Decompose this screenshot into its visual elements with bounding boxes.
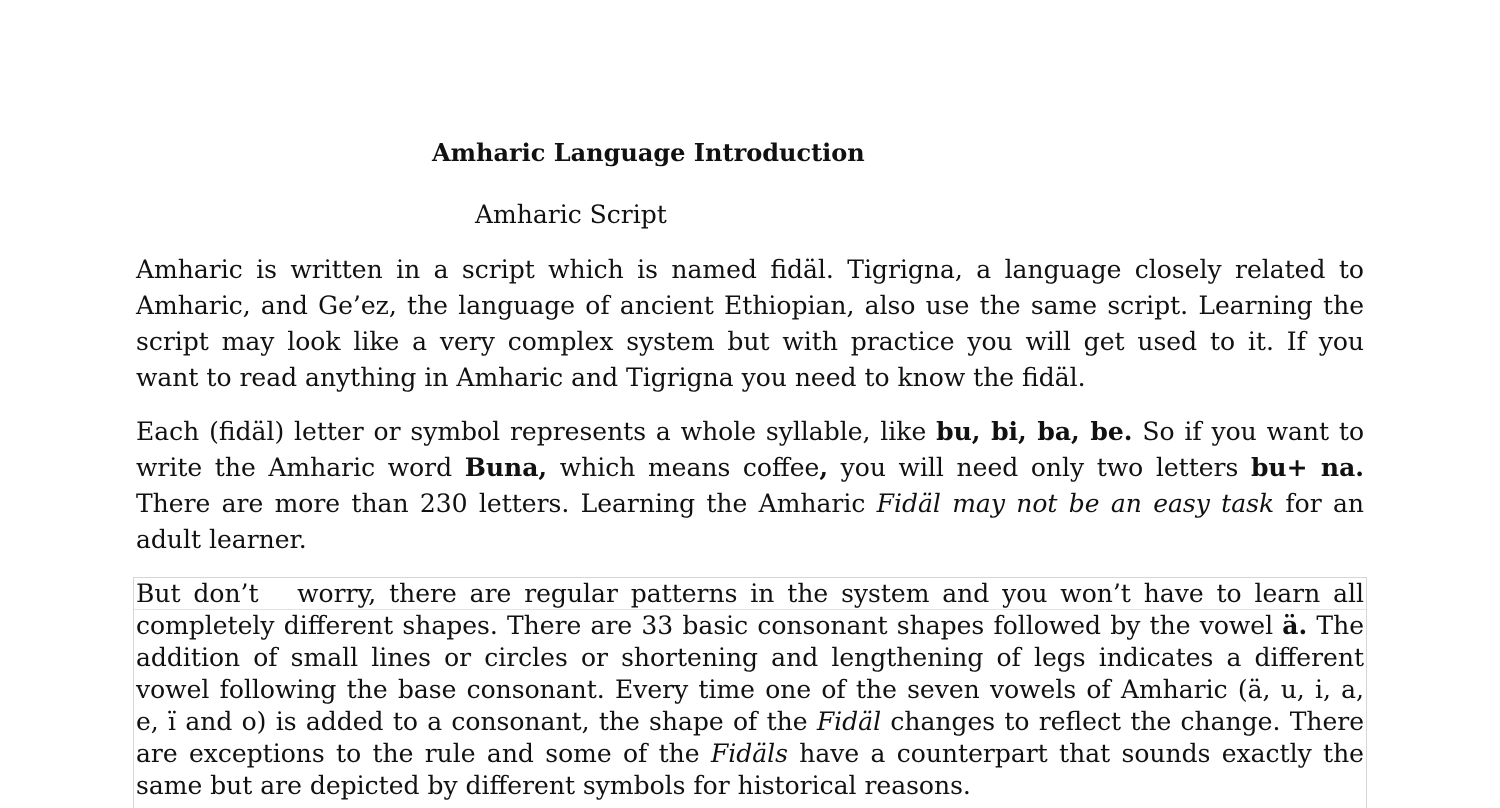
text-run: are exceptions to the rule and some of the [136, 739, 711, 768]
text-run: you will need only two letters [828, 453, 1251, 482]
document-title: Amharic Language Introduction [432, 138, 865, 167]
text-run: for an [1274, 489, 1364, 518]
text-line [136, 414, 1364, 450]
text-line: Amharic is written in a script which is named fidäl. Tigrigna, a language closely related to [136, 255, 1364, 284]
italic-text: Fidäl [816, 707, 882, 736]
bold-text: bu, bi, ba, be. [936, 417, 1133, 446]
paragraph-syllables [136, 414, 1364, 558]
text-run: write the Amharic word [136, 453, 465, 482]
text-line: addition of small lines or circles or shortening and lengthening of legs indicates a different [136, 643, 1364, 672]
italic-text: Fidäls [710, 739, 788, 768]
text-run: The [1307, 611, 1364, 640]
text-line [136, 738, 1364, 770]
text-run: There are more than 230 letters. Learning the Amharic [136, 489, 877, 518]
text-line: Amharic, and Ge’ez, the language of ancient Ethiopian, also use the same script. Learning the [136, 291, 1364, 320]
text-line [136, 706, 1364, 738]
text-line [136, 450, 1364, 486]
bold-text: bu+ na. [1250, 453, 1364, 482]
text-line: vowel following the base consonant. Every time one of the seven vowels of Amharic (ä, u, i, a, [136, 675, 1364, 704]
text-run: changes to reflect the change. There [881, 707, 1365, 736]
text-run: So if you want to [1132, 417, 1364, 446]
text-run: Each (fidäl) letter or symbol represents a whole syllable, like [136, 417, 937, 446]
bold-text: ä. [1282, 611, 1308, 640]
text-line [136, 610, 1364, 642]
bold-text: , [819, 453, 829, 482]
text-run: completely different shapes. There are 33 basic consonant shapes followed by the vowel [136, 611, 1283, 640]
text-run: e, ï and o) is added to a consonant, the shape of the [136, 707, 817, 736]
text-line [136, 486, 1364, 522]
paragraph-fidal-intro [136, 252, 1364, 396]
text-run: have a counterpart that sounds exactly the [787, 739, 1364, 768]
text-run: which means coffee [547, 453, 820, 482]
italic-text: Fidäl may not be an easy task [876, 489, 1275, 518]
text-line: script may look like a very complex system but with practice you will get used to it. If you [136, 327, 1364, 356]
section-heading: Amharic Script [475, 200, 667, 229]
text-line: But don’t worry, there are regular patterns in the system and you won’t have to learn all [136, 579, 1364, 608]
paragraph-patterns [136, 578, 1364, 802]
bold-text: Buna, [464, 453, 548, 482]
text-line: want to read anything in Amharic and Tigrigna you need to know the fidäl. [136, 363, 1086, 392]
text-line: adult learner. [136, 525, 307, 554]
text-line: same but are depicted by different symbols for historical reasons. [136, 771, 971, 800]
